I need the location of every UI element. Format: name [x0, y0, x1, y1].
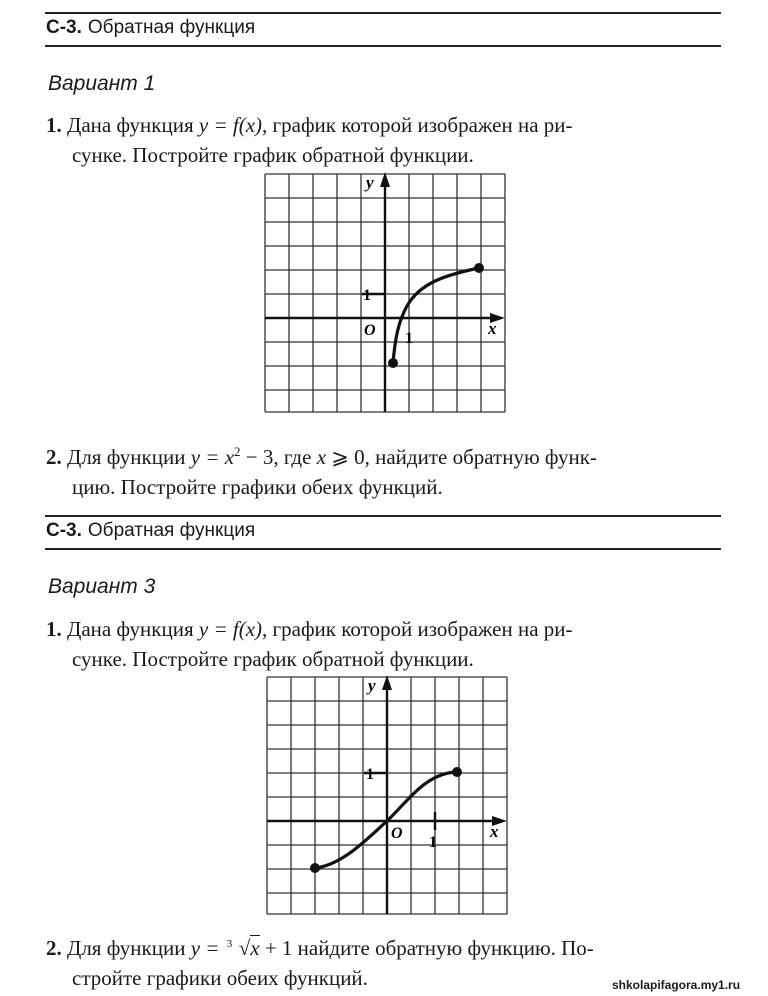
origin-label: O: [391, 825, 403, 842]
origin-label: O: [364, 322, 376, 339]
task-number: 1.: [46, 113, 62, 137]
root-argument: x: [250, 936, 260, 960]
task-text: , график которой изображен на ри-: [262, 113, 573, 137]
variant-heading-1: Вариант 1: [48, 72, 156, 95]
formula: y = x: [190, 445, 235, 469]
task-text: ⩾ 0, найдите обратную функ-: [326, 445, 597, 469]
function-curve: [393, 268, 479, 363]
section-rule: [45, 548, 721, 550]
section-rule: [45, 515, 721, 517]
function-graph-3: [250, 665, 510, 925]
task-text: + 1 найдите обратную функцию. По-: [259, 936, 594, 960]
root-sign: √: [238, 936, 251, 960]
section-rule: [45, 45, 721, 47]
task-text: Дана функция: [67, 617, 199, 641]
exponent: 2: [234, 444, 241, 459]
formula: x: [316, 445, 327, 469]
x-axis-label: x: [490, 822, 499, 841]
formula: y = f(x): [198, 113, 263, 137]
curve-endpoint: [388, 358, 398, 368]
task-text: Для функции: [67, 936, 191, 960]
y-axis-label: y: [366, 173, 374, 192]
section-title-2: [46, 520, 255, 542]
task-text: сунке. Постройте график обратной функции.: [72, 143, 474, 167]
section-name: Обратная функция: [87, 520, 256, 541]
curve-endpoint: [474, 263, 484, 273]
root-index: 3: [226, 938, 233, 950]
task-text: Для функции: [67, 445, 191, 469]
task-text: − 3, где: [240, 445, 317, 469]
variant-heading-3: Вариант 3: [48, 575, 156, 598]
curve-endpoint: [310, 863, 320, 873]
section-title-1: [46, 17, 255, 39]
task-text: цию. Постройте графики обеих функций.: [72, 475, 443, 499]
section-code: С-3.: [46, 17, 82, 38]
section-code: С-3.: [46, 520, 82, 541]
axes: [265, 172, 505, 412]
x-tick-label: 1: [405, 330, 413, 347]
task-3-2: [46, 933, 594, 993]
function-graph-1: [250, 165, 510, 425]
task-number: 2.: [46, 445, 62, 469]
y-tick-label: 1: [366, 766, 374, 783]
task-text: Дана функция: [67, 113, 199, 137]
top-rule: [45, 12, 721, 14]
task-1-1: [46, 110, 573, 170]
x-tick-label: 1: [429, 834, 437, 851]
cube-root: [227, 933, 260, 963]
x-axis-label: x: [488, 319, 497, 338]
formula: y =: [190, 936, 225, 960]
axes: [267, 675, 507, 914]
watermark: shkolapifagora.my1.ru: [612, 978, 741, 992]
task-text: сунке. Постройте график обратной функции.: [72, 647, 474, 671]
task-text: стройте графики обеих функций.: [72, 966, 368, 990]
formula: y = f(x): [198, 617, 263, 641]
task-1-2: [46, 437, 597, 502]
task-number: 2.: [46, 936, 62, 960]
task-number: 1.: [46, 617, 62, 641]
y-axis-label: y: [368, 676, 376, 695]
task-text: , график которой изображен на ри-: [262, 617, 573, 641]
section-name: Обратная функция: [87, 17, 256, 38]
curve-endpoint: [452, 767, 462, 777]
y-tick-label: 1: [363, 287, 371, 304]
